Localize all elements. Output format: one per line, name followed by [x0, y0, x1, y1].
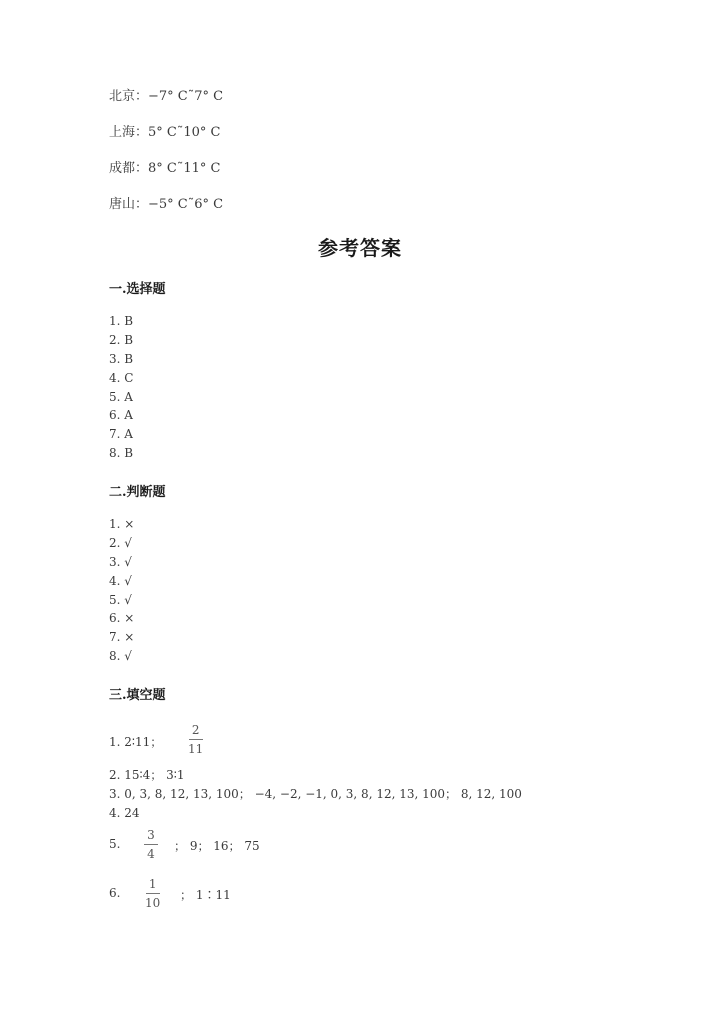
fill-item-1-text: 1. 2∶11；	[109, 735, 163, 749]
fill-item-5-fraction	[144, 828, 158, 861]
fill-item-6-text: ； 1∶11	[180, 888, 231, 902]
weather-line-shanghai: 上海：5° C˜10° C	[109, 125, 221, 140]
list-item: 7. ×	[109, 630, 135, 644]
section-heading-choice: 一.选择题	[109, 282, 166, 297]
fraction-numerator: 1	[148, 877, 157, 891]
fraction-numerator: 3	[147, 828, 155, 842]
weather-line-tangshan: 唐山：−5° C˜6° C	[109, 197, 224, 212]
list-item: 3. √	[109, 555, 132, 569]
list-item: 5. A	[109, 390, 133, 404]
list-item: 6. A	[109, 408, 133, 422]
section-heading-fill: 三.填空题	[109, 688, 166, 703]
list-item: 7. A	[109, 427, 133, 441]
fraction-bar	[189, 739, 203, 740]
fill-item-5-label: 5.	[109, 837, 121, 851]
fraction-denominator: 10	[145, 896, 161, 910]
fraction-denominator: 11	[188, 742, 204, 756]
fill-item-5-text: ； 9； 16； 75	[174, 839, 260, 853]
fill-item-3: 3. 0, 3, 8, 12, 13, 100； −4, −2, −1, 0, 3, 8, 12, 13, 100； 8, 12, 100	[109, 787, 522, 801]
fraction-bar	[144, 844, 158, 845]
list-item: 4. C	[109, 371, 134, 385]
list-item: 2. √	[109, 536, 132, 550]
fill-item-4: 4. 24	[109, 806, 140, 820]
list-item: 4. √	[109, 574, 132, 588]
answer-title: 参考答案	[318, 236, 402, 260]
list-item: 8. √	[109, 649, 132, 663]
fill-item-1-fraction	[188, 723, 203, 756]
list-item: 8. B	[109, 446, 134, 460]
list-item: 2. B	[109, 333, 134, 347]
weather-line-chengdu: 成都：8° C˜11° C	[109, 161, 221, 176]
section-heading-judge: 二.判断题	[109, 485, 166, 500]
fill-item-2: 2. 15∶4； 3∶1	[109, 768, 185, 782]
fill-item-6-label: 6.	[109, 886, 121, 900]
list-item: 5. √	[109, 593, 132, 607]
fraction-numerator: 2	[191, 723, 200, 737]
list-item: 1. ×	[109, 517, 135, 531]
fraction-bar	[146, 893, 160, 894]
list-item: 3. B	[109, 352, 134, 366]
weather-line-beijing: 北京：−7° C˜7° C	[109, 89, 224, 104]
fill-item-6-fraction	[145, 877, 160, 910]
list-item: 6. ×	[109, 611, 135, 625]
fraction-denominator: 4	[147, 847, 155, 861]
list-item: 1. B	[109, 314, 134, 328]
